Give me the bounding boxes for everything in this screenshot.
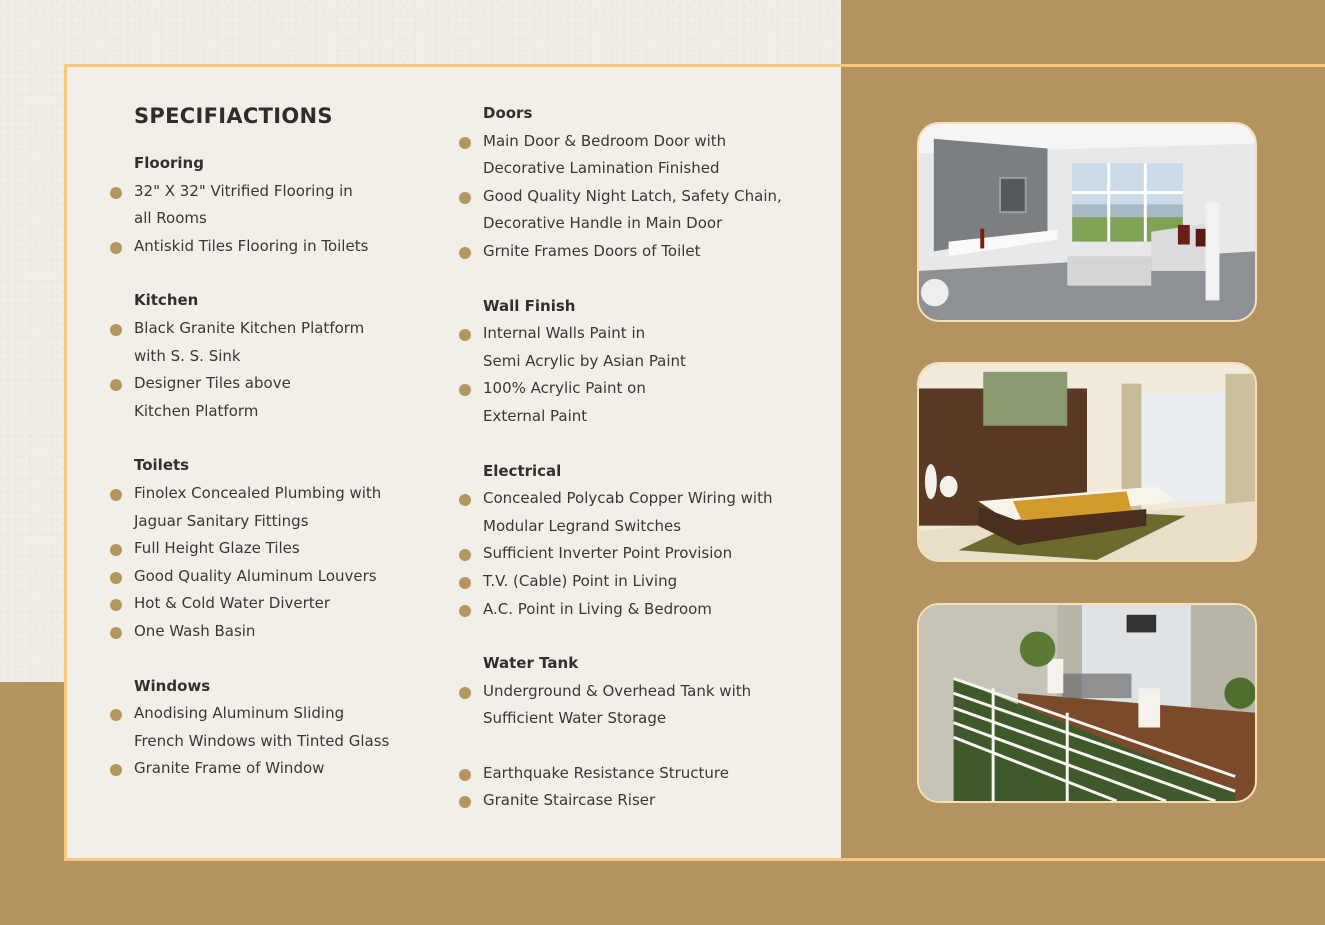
spec-item-text: Anodising Aluminum Sliding: [134, 704, 345, 723]
spec-item-text: Designer Tiles above: [134, 374, 291, 393]
border-line-top: [64, 64, 1325, 67]
section-heading: Toilets: [134, 456, 190, 475]
spec-section-toilets: [134, 452, 444, 645]
spec-item-text: Finolex Concealed Plumbing with: [134, 483, 382, 502]
spec-section-doors: [483, 100, 823, 266]
spec-list-item: [134, 233, 444, 261]
spec-item-text: Underground & Overhead Tank with: [483, 681, 752, 700]
spec-item-text: A.C. Point in Living & Bedroom: [483, 599, 712, 618]
spec-item-text: all Rooms: [134, 209, 207, 228]
section-heading: Electrical: [483, 461, 562, 480]
spec-list-item: [134, 480, 444, 535]
spec-section-wall-finish: [483, 293, 823, 431]
bullet-dot-icon: [459, 192, 471, 204]
bullet-dot-icon: [459, 137, 471, 149]
border-line-left: [64, 64, 67, 861]
spec-section-kitchen: [134, 287, 444, 425]
spec-item-text: Kitchen Platform: [134, 401, 259, 420]
spec-list-item: [134, 618, 444, 646]
section-heading: Doors: [483, 104, 533, 122]
living-room-photo: [917, 122, 1257, 322]
spec-list-item: [134, 755, 444, 783]
spec-item-text: Jaguar Sanitary Fittings: [134, 511, 309, 530]
spec-list-item: [483, 540, 823, 568]
balcony-image: [919, 605, 1255, 801]
bullet-dot-icon: [459, 247, 471, 259]
spec-item-text: Decorative Lamination Finished: [483, 159, 720, 178]
spec-list-item: [483, 238, 823, 266]
spec-list-item: [483, 760, 823, 788]
bedroom-image: [919, 364, 1255, 560]
spec-item-text: Good Quality Aluminum Louvers: [134, 566, 377, 585]
spec-list-item: [134, 370, 444, 425]
spec-list-item: [483, 375, 823, 430]
spec-item-text: Antiskid Tiles Flooring in Toilets: [134, 236, 369, 255]
spec-list-item: [483, 128, 823, 183]
spec-list-item: [134, 315, 444, 370]
spec-item-text: 32" X 32" Vitrified Flooring in: [134, 181, 353, 200]
spec-item-text: Granite Staircase Riser: [483, 791, 656, 810]
section-heading: Kitchen: [134, 291, 199, 310]
section-heading: Windows: [134, 676, 211, 695]
spec-item-text: External Paint: [483, 406, 588, 425]
spec-list-item: [483, 568, 823, 596]
spec-item-text: Sufficient Water Storage: [483, 709, 667, 728]
bullet-dot-icon: [459, 769, 471, 781]
bullet-dot-icon: [459, 605, 471, 617]
spec-item-text: Granite Frame of Window: [134, 759, 325, 778]
spec-list-item: [483, 787, 823, 815]
spec-list-item: [483, 320, 823, 375]
bullet-dot-icon: [110, 709, 122, 721]
spec-item-text: Decorative Handle in Main Door: [483, 214, 723, 233]
spec-item-text: Concealed Polycab Copper Wiring with: [483, 489, 773, 508]
page-title: SPECIFIACTIONS: [134, 104, 333, 128]
spec-list-item: [483, 596, 823, 624]
spec-list-item: [134, 535, 444, 563]
spec-list-item: [134, 700, 444, 755]
spec-item-text: Full Height Glaze Tiles: [134, 539, 300, 558]
bullet-dot-icon: [110, 187, 122, 199]
spec-column-right: [483, 100, 823, 842]
spec-column-left: [134, 150, 444, 810]
bullet-dot-icon: [110, 324, 122, 336]
spec-item-text: Sufficient Inverter Point Provision: [483, 544, 733, 563]
spec-item-text: Main Door & Bedroom Door with: [483, 131, 727, 150]
section-heading: Water Tank: [483, 654, 579, 673]
bullet-dot-icon: [110, 627, 122, 639]
spec-section-flooring: [134, 150, 444, 260]
spec-item-text: Hot & Cold Water Diverter: [134, 594, 331, 613]
spec-section-general: [483, 760, 823, 815]
spec-section-water-tank: [483, 650, 823, 733]
gold-bottom-band: [0, 860, 1325, 925]
spec-item-text: Grnite Frames Doors of Toilet: [483, 241, 701, 260]
spec-list-item: [483, 485, 823, 540]
spec-list-item: [483, 183, 823, 238]
bedroom-photo: [917, 362, 1257, 562]
section-heading: Flooring: [134, 154, 204, 172]
gold-left-block: [0, 682, 64, 925]
spec-list-item: [134, 178, 444, 233]
spec-item-text: Black Granite Kitchen Platform: [134, 318, 365, 337]
spec-item-text: Good Quality Night Latch, Safety Chain,: [483, 186, 782, 205]
bullet-dot-icon: [459, 577, 471, 589]
spec-item-text: Earthquake Resistance Structure: [483, 763, 729, 782]
spec-section-electrical: [483, 458, 823, 624]
bullet-dot-icon: [459, 687, 471, 699]
spec-list-item: [483, 678, 823, 733]
bullet-dot-icon: [110, 489, 122, 501]
spec-item-text: Semi Acrylic by Asian Paint: [483, 351, 686, 370]
border-line-bottom: [64, 858, 1325, 861]
spec-item-text: French Windows with Tinted Glass: [134, 731, 390, 750]
spec-item-text: 100% Acrylic Paint on: [483, 379, 646, 398]
spec-item-text: Internal Walls Paint in: [483, 324, 646, 343]
spec-list-item: [134, 563, 444, 591]
living-room-image: [919, 124, 1255, 320]
bullet-dot-icon: [110, 572, 122, 584]
spec-item-text: with S. S. Sink: [134, 346, 241, 365]
balcony-photo: [917, 603, 1257, 803]
spec-section-windows: [134, 673, 444, 783]
spec-list-item: [134, 590, 444, 618]
spec-item-text: One Wash Basin: [134, 621, 256, 640]
spec-item-text: T.V. (Cable) Point in Living: [483, 571, 678, 590]
spec-item-text: Modular Legrand Switches: [483, 516, 682, 535]
section-heading: Wall Finish: [483, 296, 576, 315]
bullet-dot-icon: [110, 242, 122, 254]
